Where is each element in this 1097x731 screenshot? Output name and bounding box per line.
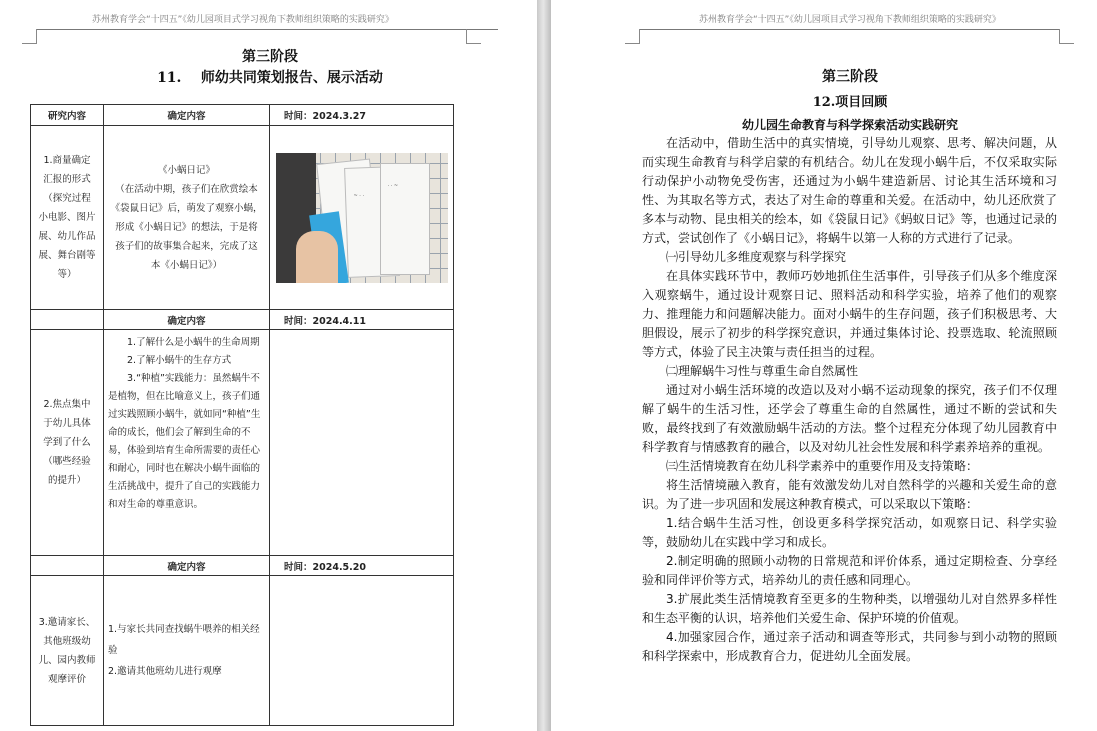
paragraph: 1.与家长共同查找蜗牛喂养的相关经验 bbox=[108, 624, 260, 656]
list-item: 4.加强家园合作，通过亲子活动和调查等形式，共同参与到小动物的照顾和科学探索中，形成教育合力，促进幼儿全面发展。 bbox=[642, 630, 1057, 663]
line: 其他班级幼 bbox=[43, 635, 91, 647]
article-body bbox=[642, 134, 1057, 666]
line: 于幼儿具体 bbox=[43, 418, 91, 429]
header-rule bbox=[36, 29, 498, 30]
row2-content bbox=[104, 330, 270, 556]
running-header: 苏州教育学会“十四五”《幼儿园项目式学习视角下教师组织策略的实践研究》 bbox=[92, 15, 394, 25]
list-item: 3.扩展此类生活情境教育至更多的生物种类，以增强幼儿对自然界多样性和生态平衡的认识，培养他们关爱生命、保护环境的价值观。 bbox=[642, 592, 1057, 625]
line: 2.焦点集中 bbox=[43, 399, 91, 410]
snail-diary-photo: · · ~ ~ · · bbox=[276, 153, 448, 283]
header-time: 时间：2024.5.20 bbox=[270, 556, 454, 576]
line: 汇报的形式 bbox=[43, 174, 91, 185]
paragraph: 将生活情境融入教育，能有效激发幼儿对自然科学的兴趣和关爱生命的意识。为了进一步巩固和发展这种教育模式，可以采取以下策略： bbox=[642, 478, 1057, 511]
line: 《袋鼠日记》后，萌发了观察小蜗， bbox=[110, 202, 263, 214]
line: 3.邀请家长、 bbox=[38, 616, 96, 628]
header-research: 研究内容 bbox=[31, 105, 104, 126]
header-content: 确定内容 bbox=[104, 310, 270, 330]
line: 小电影、图片 bbox=[38, 212, 96, 223]
table-header-row bbox=[31, 310, 454, 330]
table-row bbox=[31, 330, 454, 556]
list-item: 2.制定明确的照顾小动物的日常规范和评价体系，通过定期检查、分享经验和同伴评价等方式，培养幼儿的责任感和同理心。 bbox=[642, 554, 1057, 587]
line: 本《小蜗日记》） bbox=[150, 259, 223, 271]
line: 形成《小蜗日记》的想法，于是将 bbox=[115, 221, 258, 233]
line: 学到了什么 bbox=[43, 437, 91, 448]
header-content: 确定内容 bbox=[104, 105, 270, 126]
paragraph: 2.了解小蜗牛的生存方式 bbox=[127, 355, 232, 366]
header-content: 确定内容 bbox=[104, 556, 270, 576]
subheading: ㈢生活情境教育在幼儿科学素养中的重要作用及支持策略： bbox=[666, 459, 979, 473]
table-row bbox=[31, 126, 454, 310]
row2-topic bbox=[31, 330, 104, 556]
line: 展、幼儿作品 bbox=[38, 231, 96, 242]
line: 孩子们的故事集合起来，完成了这 bbox=[115, 240, 258, 252]
line: 等） bbox=[57, 269, 77, 280]
corner-mark bbox=[466, 29, 481, 44]
row1-photo-cell bbox=[270, 126, 454, 310]
paragraph: 1.了解什么是小蜗牛的生命周期 bbox=[127, 337, 260, 348]
row3-topic bbox=[31, 576, 104, 726]
line: （探究过程 bbox=[43, 193, 91, 204]
paragraph: 通过对小蜗生活环境的改造以及对小蜗不运动现象的探究，孩子们不仅理解了蜗牛的生活习性，还学会了尊重生命的自然属性，通过不断的尝试和失败，最终找到了有效激励蜗牛活动的方法。整个过程充分体现了幼儿园教育中科学教育与情感教育的融合，以及对幼儿社会性发展和科学素养培养的重视。 bbox=[642, 383, 1057, 454]
header-rule bbox=[639, 29, 1059, 30]
planning-table bbox=[30, 104, 454, 726]
header-time: 时间：2024.3.27 bbox=[270, 105, 454, 126]
page-gutter bbox=[537, 0, 551, 731]
table-header-row bbox=[31, 105, 454, 126]
stage-title: 第三阶段 bbox=[822, 69, 878, 85]
stage-title: 第三阶段 bbox=[242, 49, 298, 65]
header-time: 时间：2024.4.11 bbox=[270, 310, 454, 330]
line: 《小蜗日记》 bbox=[157, 164, 215, 176]
table-header-row bbox=[31, 556, 454, 576]
line: （在活动中期，孩子们在欣赏绘本 bbox=[115, 183, 258, 195]
paragraph: 在具体实践环节中，教师巧妙地抓住生活事件，引导孩子们从多个维度深入观察蜗牛，通过设计观察日记、照料活动和科学实验，培养了他们的观察力、推理能力和问题解决能力。面对小蜗牛的生存问题，孩子们积极思考、大胆假设，展示了初步的科学探究意识，并通过集体讨论、投票选取、轮流照顾等方式，体验了民主决策与责任担当的过程。 bbox=[642, 269, 1057, 359]
empty-cell bbox=[270, 576, 454, 726]
section-title: 11. 师幼共同策划报告、展示活动 bbox=[157, 70, 383, 86]
row1-content bbox=[104, 126, 270, 310]
empty-cell bbox=[31, 556, 104, 576]
article-title: 幼儿园生命教育与科学探索活动实践研究 bbox=[741, 118, 958, 132]
corner-mark bbox=[1059, 29, 1074, 44]
row3-content bbox=[104, 576, 270, 726]
corner-mark bbox=[625, 29, 640, 44]
line: 展、舞台剧等 bbox=[38, 250, 96, 261]
line: （哪些经验 bbox=[43, 456, 91, 467]
section-title: 12.项目回顾 bbox=[812, 95, 888, 110]
empty-cell bbox=[270, 330, 454, 556]
paragraph: 3.“种植”实践能力：虽然蜗牛不是植物，但在比喻意义上，孩子们通过实践照顾小蜗牛，就如同“种植”生命的成长，他们会了解到生命的不易，体验到培育生命所需要的责任心和耐心，同时也在解决小蜗牛面临的生活挑战中，提升了自己的实践能力和对生命的尊重意识。 bbox=[108, 373, 261, 510]
line: 1.商量确定 bbox=[43, 155, 91, 166]
line: 的提升） bbox=[47, 475, 86, 486]
row1-topic bbox=[31, 126, 104, 310]
list-item: 1.结合蜗牛生活习性，创设更多科学探究活动，如观察日记、科学实验等，鼓励幼儿在实践中学习和成长。 bbox=[642, 516, 1057, 549]
left-page bbox=[0, 0, 537, 731]
paragraph: 在活动中，借助生活中的真实情境，引导幼儿观察、思考、解决问题，从而实现生命教育与科学启蒙的有机结合。幼儿在发现小蜗牛后，不仅采取实际行动保护小动物免受伤害，还通过为小蜗牛建造新居、讨论其生活环境和习性、为其取名等方式，表达了对生命的尊重和关爱。在活动中，幼儿还欣赏了多本与动物、昆虫相关的绘本，如《袋鼠日记》《蚂蚁日记》等，也通过记录的方式，尝试创作了《小蜗日记》，将蜗牛以第一人称的方式进行了记录。 bbox=[642, 136, 1057, 245]
corner-mark bbox=[22, 29, 37, 44]
subheading: ㈡理解蜗牛习性与尊重生命自然属性 bbox=[666, 364, 859, 378]
line: 观摩评价 bbox=[47, 673, 86, 685]
paragraph: 2.邀请其他班幼儿进行观摩 bbox=[108, 666, 222, 677]
table-row bbox=[31, 576, 454, 726]
line: 儿、园内教师 bbox=[38, 654, 96, 666]
subheading: ㈠引导幼儿多维度观察与科学探究 bbox=[666, 250, 847, 264]
empty-cell bbox=[31, 310, 104, 330]
running-header: 苏州教育学会“十四五”《幼儿园项目式学习视角下教师组织策略的实践研究》 bbox=[699, 15, 1001, 25]
